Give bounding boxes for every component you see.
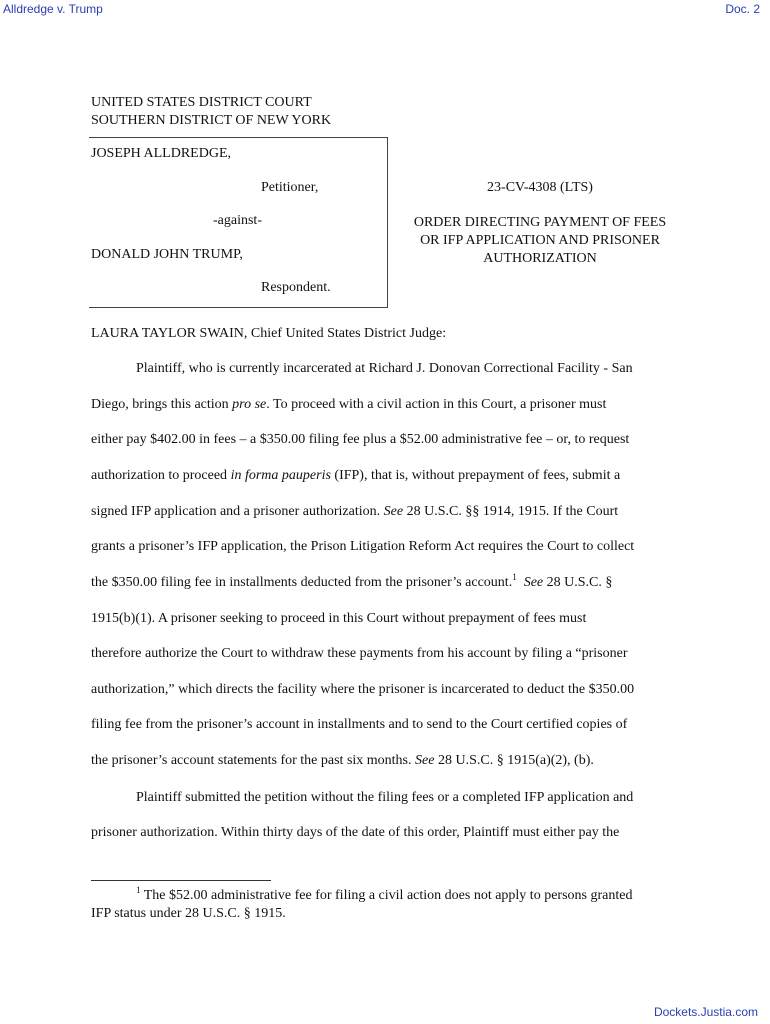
respondent-role: Respondent. [261,280,331,295]
footnote-marker: 1 [136,885,141,895]
order-title-line-2: OR IFP APPLICATION AND PRISONER [420,233,660,248]
text: . To proceed with a civil action in this Court, a prisoner must [266,397,607,412]
italic-text: in forma pauperis [230,468,331,483]
text: signed IFP application and a prisoner authorization. [91,504,384,519]
text: 28 U.S.C. § 1915(a)(2), (b). [434,753,594,768]
text: Diego, brings this action [91,397,233,412]
body-line: Plaintiff submitted the petition without the filing fees or a completed IFP application and [136,790,634,805]
footnote-line: IFP status under 28 U.S.C. § 1915. [91,906,286,921]
body-line [91,397,606,413]
court-name: UNITED STATES DISTRICT COURT [91,95,312,110]
body-line [91,753,594,769]
judge-line: LAURA TAYLOR SWAIN, Chief United States District Judge: [91,326,447,341]
respondent-name: DONALD JOHN TRUMP, [91,247,243,262]
docket-number: 23-CV-4308 (LTS) [487,180,593,195]
body-line: authorization,” which directs the facility where the prisoner is incarcerated to deduct the $350.00 [91,682,635,697]
source-link[interactable]: Dockets.Justia.com [653,1005,758,1019]
italic-text: See [383,504,404,519]
body-line: grants a prisoner’s IFP application, the Prison Litigation Reform Act requires the Court to collect [91,539,635,554]
footnote-line [136,885,633,904]
petitioner-name: JOSEPH ALLDREDGE, [91,146,232,161]
italic-text: See [523,575,544,590]
body-line: filing fee from the prisoner’s account in installments and to send to the Court certified copies of [91,717,628,732]
text: 28 U.S.C. §§ 1914, 1915. If the Court [403,504,619,519]
text: authorization to proceed [91,468,231,483]
text: 28 U.S.C. § [543,575,613,590]
text: the prisoner’s account statements for the past six months. [91,753,416,768]
footnote-divider [91,880,271,881]
text [517,575,524,590]
court-district: SOUTHERN DISTRICT OF NEW YORK [91,113,332,128]
order-title-line-1: ORDER DIRECTING PAYMENT OF FEES [413,215,667,230]
italic-text: See [415,753,435,768]
petitioner-role: Petitioner, [261,180,319,195]
text: the $350.00 filing fee in installments deducted from the prisoner’s account. [91,575,513,590]
body-line: Plaintiff, who is currently incarcerated at Richard J. Donovan Correctional Facility - San [136,361,633,376]
against-label: -against- [213,213,262,228]
order-title-line-3: AUTHORIZATION [483,251,597,266]
body-line [91,468,620,484]
body-line [91,504,618,520]
order-title [390,214,690,268]
doc-number-link[interactable]: Doc. 2 [725,2,760,16]
body-line: therefore authorize the Court to withdraw these payments from his account by filing a “prisoner [91,646,628,661]
body-line [91,572,613,591]
italic-text: pro se [232,397,267,412]
body-line: 1915(b)(1). A prisoner seeking to proceed in this Court without prepayment of fees must [91,611,587,626]
footnote-ref[interactable]: 1 [512,572,517,582]
text: The $52.00 administrative fee for filing a civil action does not apply to persons granted [140,888,633,903]
text: (IFP), that is, without prepayment of fees, submit a [330,468,621,483]
body-line: prisoner authorization. Within thirty days of the date of this order, Plaintiff must either pay the [91,825,620,840]
court-heading [91,94,331,130]
body-line: either pay $402.00 in fees – a $350.00 filing fee plus a $52.00 administrative fee – or, to request [91,432,630,447]
case-link[interactable]: Alldredge v. Trump [3,2,103,16]
